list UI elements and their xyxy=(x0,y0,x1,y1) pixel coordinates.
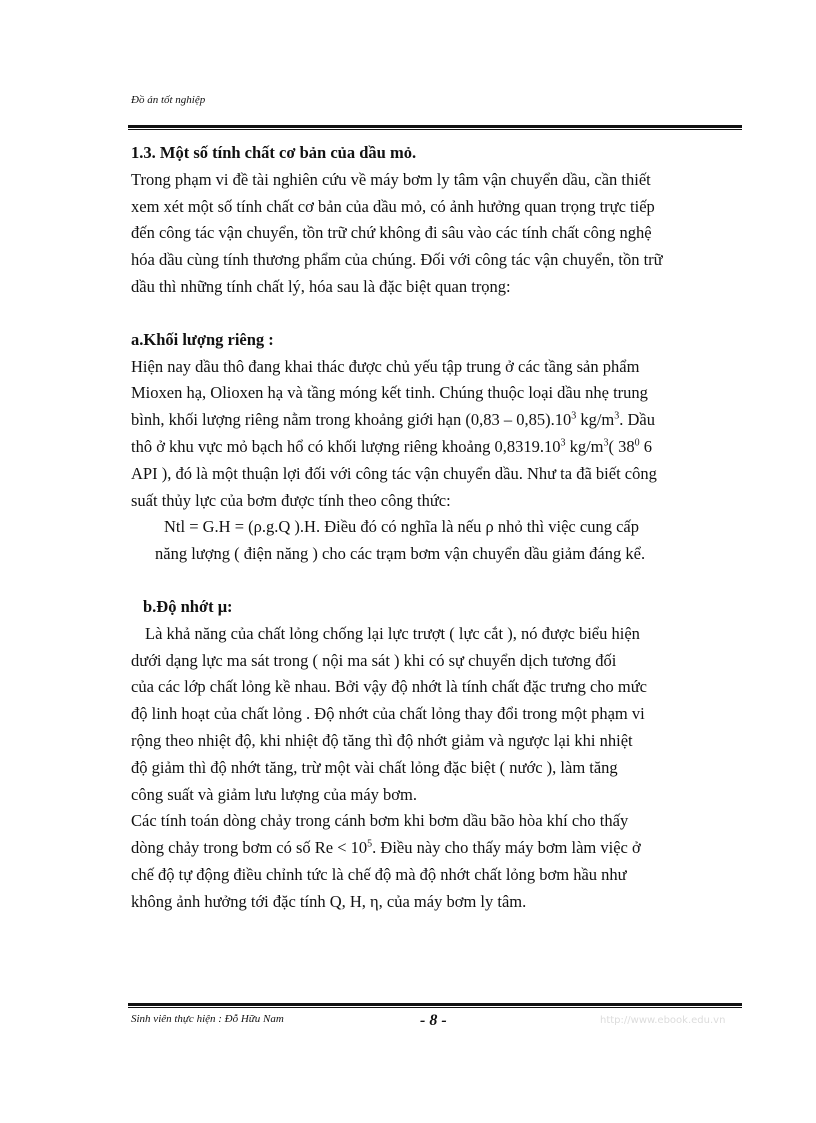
part-a-line: API ), đó là một thuận lợi đối với công tác vận chuyển dầu. Như ta đã biết công xyxy=(131,463,657,483)
page-number: - 8 - xyxy=(420,1012,447,1029)
header-rule-thin xyxy=(128,129,742,130)
footer-student: Sinh viên thực hiện : Đỗ Hữu Nam xyxy=(131,1013,284,1025)
part-b-line: của các lớp chất lỏng kề nhau. Bởi vậy độ nhớt là tính chất đặc trưng cho mức xyxy=(131,677,647,697)
footer-rule xyxy=(128,1003,742,1006)
section-line: đến công tác vận chuyển, tồn trữ chứ không đi sâu vào các tính chất công nghệ xyxy=(131,223,652,243)
part-b-line: rộng theo nhiệt độ, khi nhiệt độ tăng thì độ nhớt giảm và ngược lại khi nhiệt xyxy=(131,730,633,750)
formula-line: Ntl = G.H = (ρ.g.Q ).H. Điều đó có nghĩa là nếu ρ nhỏ thì việc cung cấp xyxy=(164,517,639,537)
part-b-line: công suất và giảm lưu lượng của máy bơm. xyxy=(131,784,417,804)
section-line: xem xét một số tính chất cơ bản của dầu mỏ, có ảnh hưởng quan trọng trực tiếp xyxy=(131,196,655,216)
part-b-line: độ giảm thì độ nhớt tăng, trừ một vài chất lỏng đặc biệt ( nước ), làm tăng xyxy=(131,757,618,777)
part-a-line: bình, khối lượng riêng nằm trong khoảng giới hạn $(0,83 - 0,85).10^3$ $kg/m^3$. Dầu xyxy=(131,410,656,430)
part-a-line: suất thủy lực của bơm được tính theo công thức: xyxy=(131,490,451,510)
section-line: hóa dầu cùng tính thương phẩm của chúng. Đối với công tác vận chuyển, tồn trữ xyxy=(131,250,663,270)
section-heading: 1.3. Một số tính chất cơ bản của dầu mỏ. xyxy=(131,143,417,162)
footer-rule-thin xyxy=(128,1007,742,1008)
part-a-line: Mioxen hạ, Olioxen hạ và tầng móng kết tinh. Chúng thuộc loại dầu nhẹ trung xyxy=(131,383,648,403)
formula-continuation: năng lượng ( điện năng ) cho các trạm bơm vận chuyển dầu giảm đáng kể. xyxy=(155,544,646,564)
part-a-heading: a.Khối lượng riêng : xyxy=(131,329,274,349)
section-line: dầu thì những tính chất lý, hóa sau là đặc biệt quan trọng: xyxy=(131,276,511,296)
part-b-line: độ linh hoạt của chất lỏng . Độ nhớt của chất lỏng thay đổi trong một phạm vi xyxy=(131,704,645,724)
part-b-line: dòng chảy trong bơm có số $Re < 10^5$. Điều này cho thấy máy bơm làm việc ở xyxy=(131,838,641,858)
part-b-line: chế độ tự động điều chỉnh tức là chế độ mà độ nhớt chất lỏng bơm hầu như xyxy=(131,864,627,884)
part-b-line: Là khả năng của chất lỏng chống lại lực trượt ( lực cắt ), nó được biểu hiện xyxy=(145,623,640,643)
part-b-line: Các tính toán dòng chảy trong cánh bơm khi bơm dầu bão hòa khí cho thấy xyxy=(131,811,629,831)
footer-watermark-url: http://www.ebook.edu.vn xyxy=(600,1015,726,1026)
part-a-line: Hiện nay dầu thô đang khai thác được chủ yếu tập trung ở các tầng sản phẩm xyxy=(131,356,640,376)
header-rule xyxy=(128,125,742,128)
section-line: Trong phạm vi đề tài nghiên cứu về máy bơm ly tâm vận chuyển dầu, cần thiết xyxy=(131,169,651,189)
page-body xyxy=(131,140,741,916)
page-header-title: Đồ án tốt nghiệp xyxy=(131,94,206,106)
part-b-line: dưới dạng lực ma sát trong ( nội ma sát ) khi có sự chuyển dịch tương đối xyxy=(131,650,617,670)
part-b-line: không ảnh hưởng tới đặc tính Q, H, η, của máy bơm ly tâm. xyxy=(131,891,527,911)
part-b-heading: b.Độ nhớt μ: xyxy=(143,596,233,616)
part-a-line: thô ở khu vực mỏ bạch hổ có khối lượng riêng khoảng 0,8319.10$^3$ $kg/m^3$( $38^0$ 6 xyxy=(131,436,652,456)
